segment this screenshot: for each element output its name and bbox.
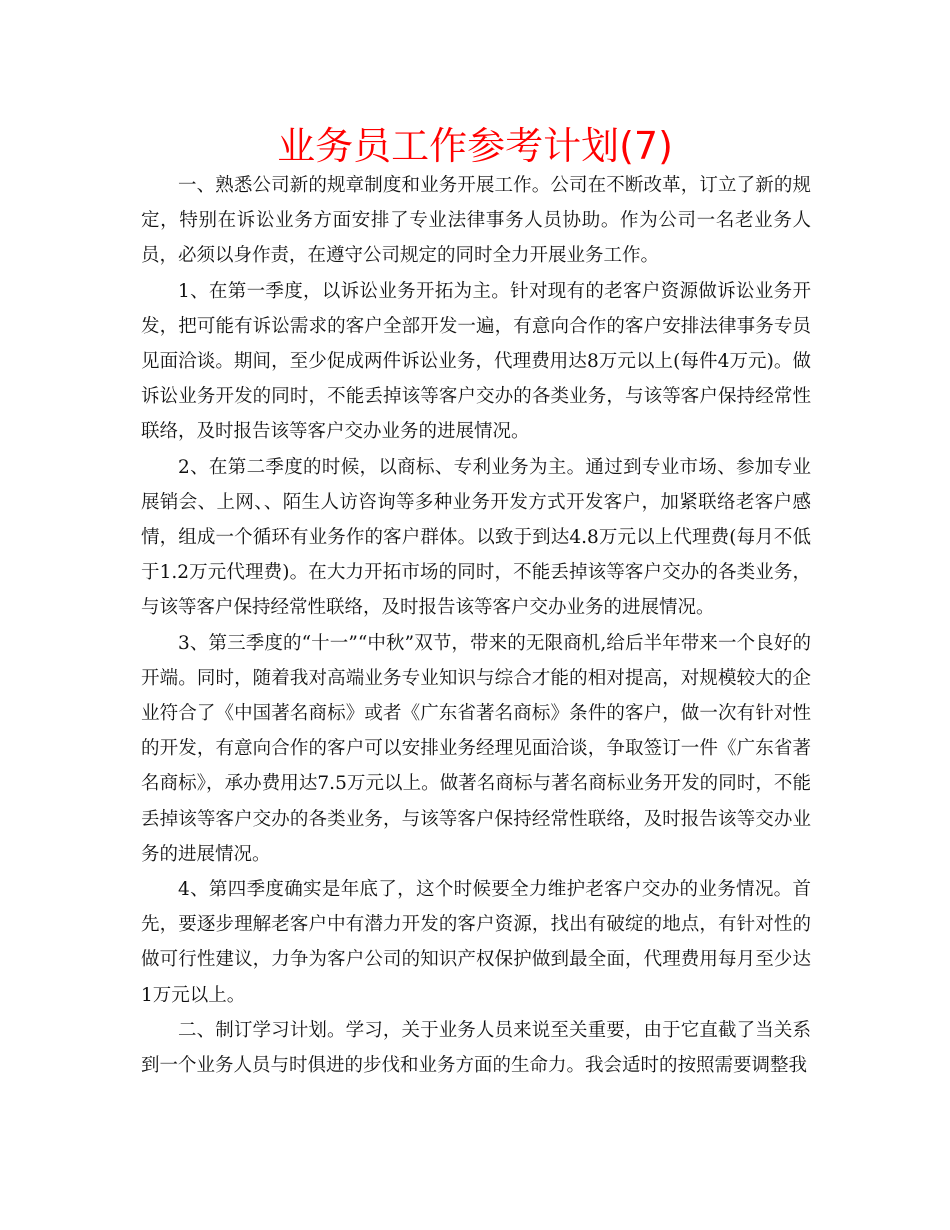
- paragraph-5: 4、第四季度确实是年底了，这个时候要全力维护老客户交办的业务情况。首先，要逐步理解老客户中有潜力开发的客户资源，找出有破绽的地点，有针对性的做可行性建议，力争为客户公司的知识产权保护做到最全面，代理费用每月至少达1万元以上。: [141, 879, 811, 1006]
- paragraph-3: 2、在第二季度的时候，以商标、专利业务为主。通过到专业市场、参加专业展销会、上网、、陌生人访咨询等多种业务开发方式开发客户，加紧联络老客户感情，组成一个循环有业务作的客户群体。以致于到达4.8万元以上代理费(每月不低于1.2万元代理费)。在大力开拓市场的同时，不能丢掉该等客户交办的各类业务，与该等客户保持经常性联络，及时报告该等客户交办业务的进展情况。: [141, 456, 811, 619]
- paragraph-6: 二、制订学习计划。学习，关于业务人员来说至关重要，由于它直截了当关系到一个业务人员与时俱进的步伐和业务方面的生命力。我会适时的按照需要调整我: [141, 1019, 811, 1077]
- paragraph-4: 3、第三季度的“十一”“中秋”双节，带来的无限商机,给后半年带来一个良好的开端。同时，随着我对高端业务专业知识与综合才能的相对提高，对规模较大的企业符合了《中国著名商标》或者《广东省著名商标》条件的客户，做一次有针对性的开发，有意向合作的客户可以安排业务经理见面洽谈，争取签订一件《广东省著名商标》，承办费用达7.5万元以上。做著名商标与著名商标业务开发的同时，不能丢掉该等客户交办的各类业务，与该等客户保持经常性联络，及时报告该等交办业务的进展情况。: [141, 632, 811, 865]
- paragraph-2: 1、在第一季度，以诉讼业务开拓为主。针对现有的老客户资源做诉讼业务开发，把可能有诉讼需求的客户全部开发一遍，有意向合作的客户安排法律事务专员见面洽谈。期间，至少促成两件诉讼业务，代理费用达8万元以上(每件4万元)。做诉讼业务开发的同时，不能丢掉该等客户交办的各类业务，与该等客户保持经常性联络，及时报告该等客户交办业务的进展情况。: [141, 280, 811, 443]
- document-title: 业务员工作参考计划(7): [277, 124, 673, 168]
- document-body: [141, 168, 811, 1083]
- paragraph-1: 一、熟悉公司新的规章制度和业务开展工作。公司在不断改革，订立了新的规定，特别在诉讼业务方面安排了专业法律事务人员协助。作为公司一名老业务人员，必须以身作责，在遵守公司规定的同时全力开展业务工作。: [141, 175, 811, 267]
